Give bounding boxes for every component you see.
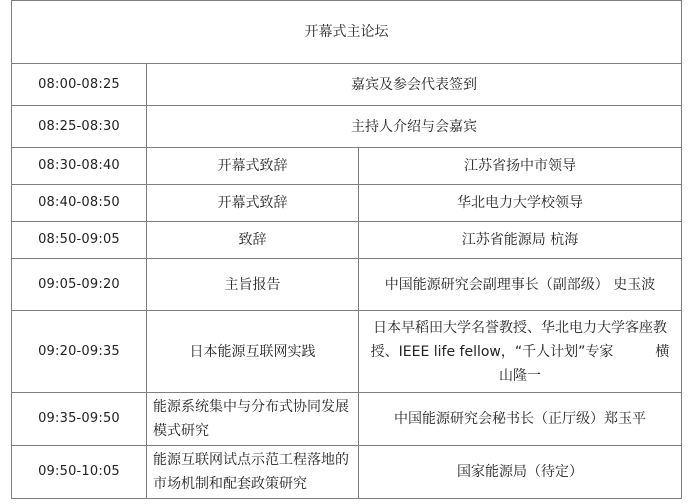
time-cell: 08:30-08:40: [12, 148, 147, 185]
activity-cell: 主持人介绍与会嘉宾: [147, 106, 682, 148]
table-row: [12, 185, 682, 222]
speaker-cell: 江苏省扬中市领导: [359, 148, 682, 185]
topic-cell: 日本能源互联网实践: [147, 311, 359, 393]
time-cell: 09:05-09:20: [12, 259, 147, 311]
time-cell: 08:25-08:30: [12, 106, 147, 148]
topic-cell: 能源互联网试点示范工程落地的市场机制和配套政策研究: [147, 446, 359, 499]
time-cell: 08:00-08:25: [12, 64, 147, 106]
speaker-cell: 中国能源研究会秘书长（正厅级）郑玉平: [359, 393, 682, 446]
time-cell: 09:35-09:50: [12, 393, 147, 446]
time-cell: 09:20-09:35: [12, 311, 147, 393]
topic-cell: 主旨报告: [147, 259, 359, 311]
speaker-cell: 中国能源研究会副理事长（副部级） 史玉波: [359, 259, 682, 311]
table-row: [12, 106, 682, 148]
table-row: [12, 446, 682, 499]
topic-cell: 能源系统集中与分布式协同发展模式研究: [147, 393, 359, 446]
table-header-row: [12, 1, 682, 64]
table-row: [12, 64, 682, 106]
schedule-title: 开幕式主论坛: [12, 1, 682, 64]
table-row: [12, 393, 682, 446]
time-cell: 08:50-09:05: [12, 222, 147, 259]
topic-cell: 致辞: [147, 222, 359, 259]
table-row: [12, 148, 682, 185]
time-cell: 09:50-10:05: [12, 446, 147, 499]
table-row: [12, 222, 682, 259]
table-row: [12, 311, 682, 393]
speaker-cell: 日本早稻田大学名誉教授、华北电力大学客座教授、IEEE life fellow，“千人计划”专家 横山隆一: [359, 311, 682, 393]
activity-cell: 嘉宾及参会代表签到: [147, 64, 682, 106]
schedule-table: [11, 0, 682, 499]
table-row: [12, 259, 682, 311]
topic-cell: 开幕式致辞: [147, 185, 359, 222]
speaker-cell: 华北电力大学校领导: [359, 185, 682, 222]
time-cell: 08:40-08:50: [12, 185, 147, 222]
topic-cell: 开幕式致辞: [147, 148, 359, 185]
speaker-cell: 江苏省能源局 杭海: [359, 222, 682, 259]
speaker-cell: 国家能源局（待定）: [359, 446, 682, 499]
